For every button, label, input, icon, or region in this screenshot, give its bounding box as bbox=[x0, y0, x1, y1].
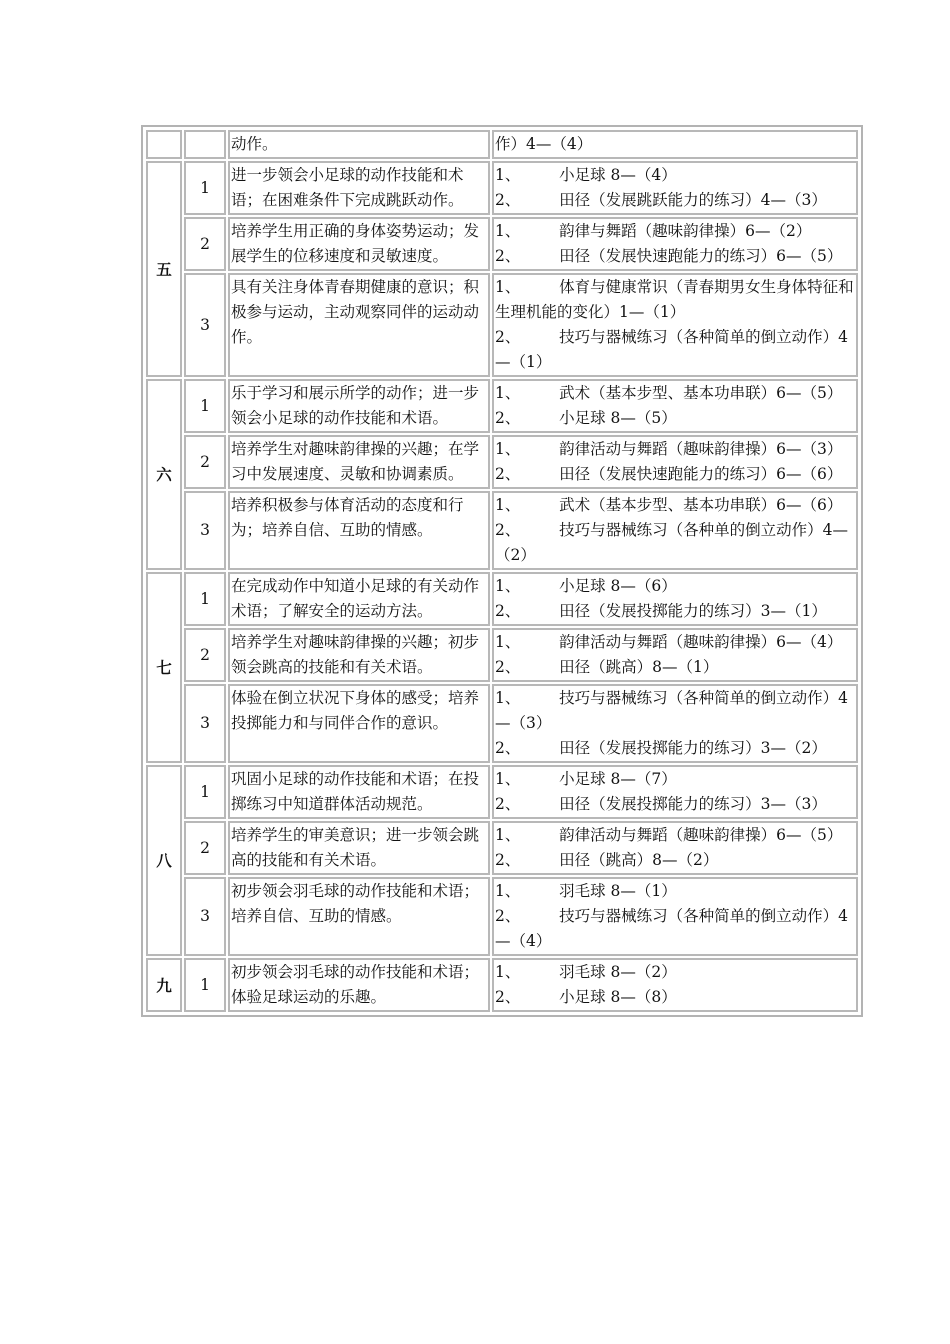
lesson-plan-sheet bbox=[141, 125, 863, 1017]
lesson-number: 2 bbox=[184, 628, 226, 682]
table-row bbox=[146, 958, 858, 1012]
content-cell bbox=[492, 684, 858, 763]
content-cell bbox=[492, 877, 858, 956]
lesson-plan-table bbox=[144, 128, 860, 1014]
content-line: 1、 韵律与舞蹈（趣味韵律操）6—（2） bbox=[495, 222, 812, 240]
content-line: 2、 田径（跳高）8—（2） bbox=[495, 851, 719, 869]
lesson-number: 2 bbox=[184, 821, 226, 875]
goal-cell: 培养学生用正确的身体姿势运动；发展学生的位移速度和灵敏速度。 bbox=[228, 217, 490, 271]
content-line: 1、 小足球 8—（7） bbox=[495, 770, 677, 788]
table-row bbox=[146, 877, 858, 956]
content-cell bbox=[492, 217, 858, 271]
content-line: 2、 小足球 8—（8） bbox=[495, 988, 677, 1006]
content-cell bbox=[492, 491, 858, 570]
content-cell bbox=[492, 958, 858, 1012]
unit-cell: 七 bbox=[146, 572, 182, 763]
table-row bbox=[146, 130, 858, 159]
unit-cell bbox=[146, 130, 182, 159]
content-cell bbox=[492, 273, 858, 377]
lesson-number: 1 bbox=[184, 161, 226, 215]
content-line: 2、 田径（发展投掷能力的练习）3—（3） bbox=[495, 795, 827, 813]
table-row bbox=[146, 161, 858, 215]
content-line: 2、 田径（发展快速跑能力的练习）6—（6） bbox=[495, 465, 843, 483]
content-cell bbox=[492, 765, 858, 819]
table-row bbox=[146, 491, 858, 570]
content-line: 2、 田径（发展跳跃能力的练习）4—（3） bbox=[495, 191, 827, 209]
content-line: 1、 武术（基本步型、基本功串联）6—（6） bbox=[495, 496, 843, 514]
content-line: 2、 技巧与器械练习（各种简单的倒立动作）4—（4） bbox=[495, 907, 848, 950]
content-line: 1、 韵律活动与舞蹈（趣味韵律操）6—（3） bbox=[495, 440, 843, 458]
goal-cell: 在完成动作中知道小足球的有关动作术语；了解安全的运动方法。 bbox=[228, 572, 490, 626]
content-line: 2、 小足球 8—（5） bbox=[495, 409, 677, 427]
content-line: 1、 武术（基本步型、基本功串联）6—（5） bbox=[495, 384, 843, 402]
content-line: 1、 韵律活动与舞蹈（趣味韵律操）6—（4） bbox=[495, 633, 843, 651]
content-line: 2、 技巧与器械练习（各种简单的倒立动作）4—（1） bbox=[495, 328, 848, 371]
content-cell bbox=[492, 628, 858, 682]
table-row bbox=[146, 821, 858, 875]
goal-cell: 初步领会羽毛球的动作技能和术语；体验足球运动的乐趣。 bbox=[228, 958, 490, 1012]
unit-cell: 六 bbox=[146, 379, 182, 570]
content-line: 2、 田径（发展快速跑能力的练习）6—（5） bbox=[495, 247, 843, 265]
lesson-number: 1 bbox=[184, 765, 226, 819]
lesson-number: 3 bbox=[184, 273, 226, 377]
content-cell bbox=[492, 161, 858, 215]
goal-cell: 进一步领会小足球的动作技能和术语；在困难条件下完成跳跃动作。 bbox=[228, 161, 490, 215]
goal-cell: 培养学生对趣味韵律操的兴趣；初步领会跳高的技能和有关术语。 bbox=[228, 628, 490, 682]
content-line: 2、 田径（发展投掷能力的练习）3—（2） bbox=[495, 739, 827, 757]
goal-cell: 培养学生的审美意识；进一步领会跳高的技能和有关术语。 bbox=[228, 821, 490, 875]
content-line: 1、 羽毛球 8—（2） bbox=[495, 963, 677, 981]
table-row bbox=[146, 379, 858, 433]
goal-cell: 乐于学习和展示所学的动作；进一步领会小足球的动作技能和术语。 bbox=[228, 379, 490, 433]
content-line: 作）4—（4） bbox=[495, 135, 593, 153]
goal-cell: 体验在倒立状况下身体的感受；培养投掷能力和与同伴合作的意识。 bbox=[228, 684, 490, 763]
content-cell bbox=[492, 572, 858, 626]
content-cell bbox=[492, 821, 858, 875]
content-line: 2、 技巧与器械练习（各种单的倒立动作）4—（2） bbox=[495, 521, 848, 564]
unit-cell: 五 bbox=[146, 161, 182, 377]
goal-cell: 巩固小足球的动作技能和术语；在投掷练习中知道群体活动规范。 bbox=[228, 765, 490, 819]
unit-cell: 九 bbox=[146, 958, 182, 1012]
content-line: 1、 韵律活动与舞蹈（趣味韵律操）6—（5） bbox=[495, 826, 843, 844]
content-line: 1、 技巧与器械练习（各种简单的倒立动作）4—（3） bbox=[495, 689, 848, 732]
content-line: 1、 羽毛球 8—（1） bbox=[495, 882, 677, 900]
content-cell bbox=[492, 130, 858, 159]
content-line: 1、 小足球 8—（4） bbox=[495, 166, 677, 184]
lesson-number: 1 bbox=[184, 958, 226, 1012]
lesson-number: 3 bbox=[184, 877, 226, 956]
lesson-number: 3 bbox=[184, 491, 226, 570]
content-line: 1、 小足球 8—（6） bbox=[495, 577, 677, 595]
goal-cell: 培养学生对趣味韵律操的兴趣；在学习中发展速度、灵敏和协调素质。 bbox=[228, 435, 490, 489]
goal-cell: 动作。 bbox=[228, 130, 490, 159]
lesson-number: 3 bbox=[184, 684, 226, 763]
content-line: 1、 体育与健康常识（青春期男女生身体特征和生理机能的变化）1—（1） bbox=[495, 278, 854, 321]
content-cell bbox=[492, 379, 858, 433]
lesson-number: 2 bbox=[184, 435, 226, 489]
table-row bbox=[146, 628, 858, 682]
table-row bbox=[146, 435, 858, 489]
lesson-number: 1 bbox=[184, 379, 226, 433]
goal-cell: 具有关注身体青春期健康的意识；积极参与运动，主动观察同伴的运动动作。 bbox=[228, 273, 490, 377]
content-line: 2、 田径（发展投掷能力的练习）3—（1） bbox=[495, 602, 827, 620]
content-cell bbox=[492, 435, 858, 489]
lesson-number: 1 bbox=[184, 572, 226, 626]
table-row bbox=[146, 572, 858, 626]
table-row bbox=[146, 273, 858, 377]
content-line: 2、 田径（跳高）8—（1） bbox=[495, 658, 719, 676]
goal-cell: 初步领会羽毛球的动作技能和术语；培养自信、互助的情感。 bbox=[228, 877, 490, 956]
goal-cell: 培养积极参与体育活动的态度和行为；培养自信、互助的情感。 bbox=[228, 491, 490, 570]
table-row bbox=[146, 765, 858, 819]
lesson-number bbox=[184, 130, 226, 159]
table-row bbox=[146, 684, 858, 763]
unit-cell: 八 bbox=[146, 765, 182, 956]
lesson-number: 2 bbox=[184, 217, 226, 271]
table-row bbox=[146, 217, 858, 271]
